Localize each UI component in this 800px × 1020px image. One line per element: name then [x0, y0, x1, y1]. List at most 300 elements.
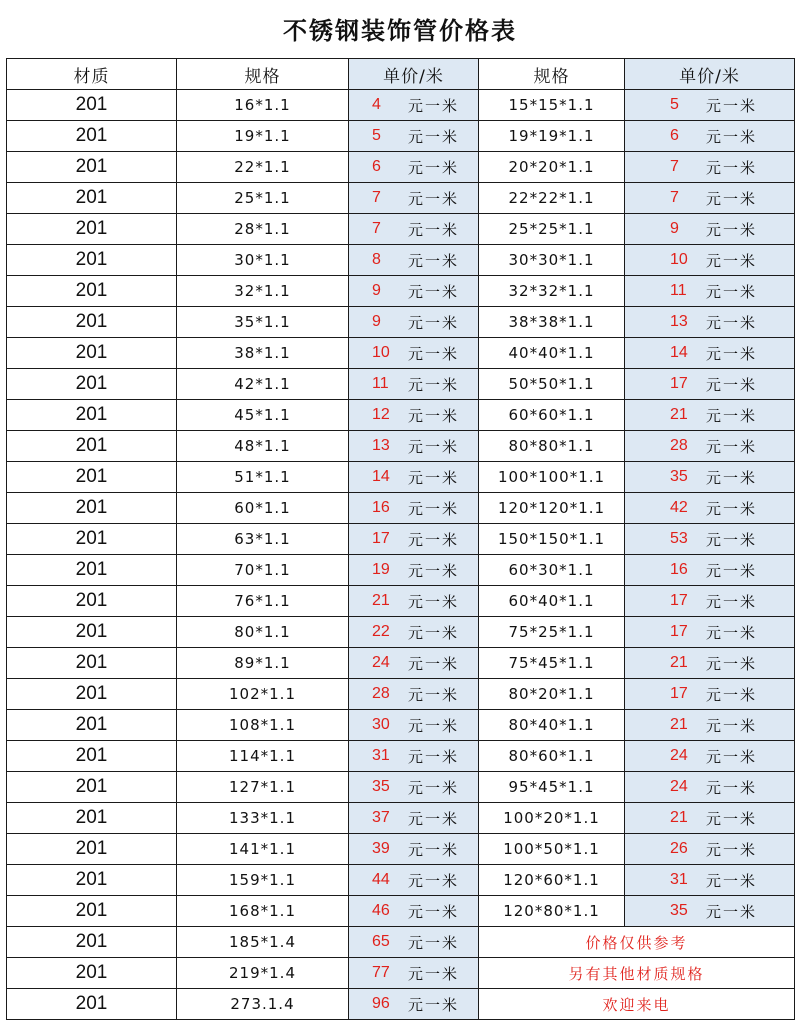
- price-value: 9: [372, 313, 381, 330]
- price-value: 13: [670, 313, 688, 330]
- price-unit-label: 元一米: [706, 375, 758, 394]
- price-value: 46: [372, 902, 390, 919]
- spec-left-cell: 159*1.1: [177, 865, 349, 896]
- price-left-cell: [349, 927, 479, 958]
- price-unit-label: 元一米: [408, 499, 460, 518]
- material-cell: 201: [7, 121, 177, 152]
- spec-left-cell: 38*1.1: [177, 338, 349, 369]
- price-unit-label: 元一米: [706, 561, 758, 580]
- material-cell: 201: [7, 865, 177, 896]
- material-cell: 201: [7, 989, 177, 1020]
- price-unit-label: 元一米: [706, 840, 758, 859]
- table-row: [7, 183, 795, 214]
- price-left-cell: [349, 400, 479, 431]
- table-row: [7, 338, 795, 369]
- price-unit-label: 元一米: [408, 468, 460, 487]
- price-left-cell: [349, 90, 479, 121]
- table-row: [7, 648, 795, 679]
- price-value: 6: [670, 127, 679, 144]
- spec-left-cell: 42*1.1: [177, 369, 349, 400]
- price-unit-label: 元一米: [706, 437, 758, 456]
- spec-right-cell: 100*50*1.1: [479, 834, 625, 865]
- price-value: 17: [670, 592, 688, 609]
- price-value: 7: [670, 158, 679, 175]
- table-row: [7, 400, 795, 431]
- material-cell: 201: [7, 90, 177, 121]
- price-value: 35: [670, 468, 688, 485]
- spec-right-cell: 80*80*1.1: [479, 431, 625, 462]
- table-row: [7, 462, 795, 493]
- price-right-cell: [625, 710, 795, 741]
- price-unit-label: 元一米: [408, 282, 460, 301]
- price-right-cell: [625, 90, 795, 121]
- price-unit-label: 元一米: [706, 778, 758, 797]
- table-row: [7, 679, 795, 710]
- material-cell: 201: [7, 555, 177, 586]
- price-value: 77: [372, 964, 390, 981]
- spec-left-cell: 51*1.1: [177, 462, 349, 493]
- price-value: 7: [670, 189, 679, 206]
- price-unit-label: 元一米: [408, 933, 460, 952]
- spec-right-cell: 15*15*1.1: [479, 90, 625, 121]
- price-unit-label: 元一米: [408, 747, 460, 766]
- spec-right-cell: 150*150*1.1: [479, 524, 625, 555]
- material-cell: 201: [7, 183, 177, 214]
- price-right-cell: [625, 865, 795, 896]
- spec-left-cell: 32*1.1: [177, 276, 349, 307]
- spec-right-cell: 120*120*1.1: [479, 493, 625, 524]
- price-unit-label: 元一米: [408, 96, 460, 115]
- spec-right-cell: 60*60*1.1: [479, 400, 625, 431]
- note-cell: 欢迎来电: [479, 989, 795, 1020]
- price-value: 9: [372, 282, 381, 299]
- price-unit-label: 元一米: [706, 716, 758, 735]
- price-unit-label: 元一米: [706, 592, 758, 611]
- table-row: [7, 865, 795, 896]
- price-left-cell: [349, 524, 479, 555]
- price-unit-label: 元一米: [706, 127, 758, 146]
- price-right-cell: [625, 679, 795, 710]
- spec-right-cell: 100*100*1.1: [479, 462, 625, 493]
- price-value: 14: [670, 344, 688, 361]
- table-row: [7, 555, 795, 586]
- material-cell: 201: [7, 803, 177, 834]
- price-left-cell: [349, 183, 479, 214]
- material-cell: 201: [7, 369, 177, 400]
- price-unit-label: 元一米: [408, 840, 460, 859]
- price-left-cell: [349, 772, 479, 803]
- price-unit-label: 元一米: [408, 344, 460, 363]
- price-left-cell: [349, 121, 479, 152]
- table-row: [7, 989, 795, 1020]
- table-row: [7, 927, 795, 958]
- spec-left-cell: 80*1.1: [177, 617, 349, 648]
- price-right-cell: [625, 431, 795, 462]
- price-unit-label: 元一米: [706, 468, 758, 487]
- price-unit-label: 元一米: [408, 251, 460, 270]
- price-left-cell: [349, 648, 479, 679]
- material-cell: 201: [7, 214, 177, 245]
- spec-right-cell: 60*40*1.1: [479, 586, 625, 617]
- price-unit-label: 元一米: [706, 809, 758, 828]
- price-value: 24: [670, 778, 688, 795]
- spec-left-cell: 141*1.1: [177, 834, 349, 865]
- material-cell: 201: [7, 431, 177, 462]
- table-row: [7, 276, 795, 307]
- price-value: 17: [670, 623, 688, 640]
- price-value: 21: [670, 809, 688, 826]
- material-cell: 201: [7, 400, 177, 431]
- price-left-cell: [349, 679, 479, 710]
- material-cell: 201: [7, 307, 177, 338]
- price-value: 21: [670, 654, 688, 671]
- table-row: [7, 896, 795, 927]
- price-value: 35: [372, 778, 390, 795]
- price-right-cell: [625, 183, 795, 214]
- material-cell: 201: [7, 245, 177, 276]
- price-left-cell: [349, 431, 479, 462]
- spec-right-cell: 120*60*1.1: [479, 865, 625, 896]
- spec-left-cell: 114*1.1: [177, 741, 349, 772]
- price-value: 39: [372, 840, 390, 857]
- table-row: [7, 741, 795, 772]
- price-value: 24: [372, 654, 390, 671]
- price-value: 21: [670, 406, 688, 423]
- price-left-cell: [349, 152, 479, 183]
- price-right-cell: [625, 462, 795, 493]
- spec-right-cell: 22*22*1.1: [479, 183, 625, 214]
- price-unit-label: 元一米: [706, 499, 758, 518]
- price-unit-label: 元一米: [408, 375, 460, 394]
- spec-right-cell: 100*20*1.1: [479, 803, 625, 834]
- price-value: 4: [372, 96, 381, 113]
- price-right-cell: [625, 586, 795, 617]
- spec-right-cell: 40*40*1.1: [479, 338, 625, 369]
- spec-left-cell: 25*1.1: [177, 183, 349, 214]
- price-left-cell: [349, 586, 479, 617]
- price-value: 5: [372, 127, 381, 144]
- spec-right-cell: 20*20*1.1: [479, 152, 625, 183]
- material-cell: 201: [7, 586, 177, 617]
- material-cell: 201: [7, 896, 177, 927]
- price-right-cell: [625, 400, 795, 431]
- price-unit-label: 元一米: [408, 809, 460, 828]
- price-unit-label: 元一米: [706, 902, 758, 921]
- material-cell: 201: [7, 338, 177, 369]
- table-row: [7, 369, 795, 400]
- price-left-cell: [349, 245, 479, 276]
- spec-left-cell: 108*1.1: [177, 710, 349, 741]
- price-unit-label: 元一米: [408, 158, 460, 177]
- material-cell: 201: [7, 462, 177, 493]
- material-cell: 201: [7, 958, 177, 989]
- price-unit-label: 元一米: [408, 561, 460, 580]
- price-right-cell: [625, 741, 795, 772]
- material-cell: 201: [7, 834, 177, 865]
- price-value: 6: [372, 158, 381, 175]
- price-value: 65: [372, 933, 390, 950]
- spec-left-cell: 19*1.1: [177, 121, 349, 152]
- price-right-cell: [625, 369, 795, 400]
- price-right-cell: [625, 834, 795, 865]
- spec-left-cell: 70*1.1: [177, 555, 349, 586]
- spec-right-cell: 25*25*1.1: [479, 214, 625, 245]
- material-cell: 201: [7, 276, 177, 307]
- price-unit-label: 元一米: [408, 623, 460, 642]
- price-value: 28: [670, 437, 688, 454]
- material-cell: 201: [7, 524, 177, 555]
- table-row: [7, 958, 795, 989]
- material-cell: 201: [7, 648, 177, 679]
- price-left-cell: [349, 803, 479, 834]
- price-unit-label: 元一米: [408, 127, 460, 146]
- spec-left-cell: 30*1.1: [177, 245, 349, 276]
- price-left-cell: [349, 493, 479, 524]
- spec-left-cell: 45*1.1: [177, 400, 349, 431]
- spec-right-cell: 19*19*1.1: [479, 121, 625, 152]
- price-left-cell: [349, 834, 479, 865]
- price-right-cell: [625, 617, 795, 648]
- price-unit-label: 元一米: [706, 344, 758, 363]
- price-unit-label: 元一米: [408, 778, 460, 797]
- price-table: [6, 58, 795, 1020]
- price-left-cell: [349, 896, 479, 927]
- price-right-cell: [625, 276, 795, 307]
- price-value: 9: [670, 220, 679, 237]
- price-unit-label: 元一米: [706, 530, 758, 549]
- price-unit-label: 元一米: [706, 623, 758, 642]
- price-unit-label: 元一米: [706, 685, 758, 704]
- spec-left-cell: 273.1.4: [177, 989, 349, 1020]
- price-unit-label: 元一米: [408, 964, 460, 983]
- price-left-cell: [349, 741, 479, 772]
- price-right-cell: [625, 245, 795, 276]
- price-unit-label: 元一米: [408, 189, 460, 208]
- price-unit-label: 元一米: [706, 220, 758, 239]
- price-value: 14: [372, 468, 390, 485]
- price-value: 37: [372, 809, 390, 826]
- price-value: 10: [670, 251, 688, 268]
- price-value: 31: [670, 871, 688, 888]
- price-value: 21: [372, 592, 390, 609]
- table-row: [7, 245, 795, 276]
- price-value: 44: [372, 871, 390, 888]
- table-row: [7, 524, 795, 555]
- table-row: [7, 803, 795, 834]
- material-cell: 201: [7, 679, 177, 710]
- price-value: 7: [372, 220, 381, 237]
- header-spec-right: 规格: [479, 59, 625, 90]
- price-unit-label: 元一米: [408, 716, 460, 735]
- spec-right-cell: 80*20*1.1: [479, 679, 625, 710]
- price-right-cell: [625, 524, 795, 555]
- price-left-cell: [349, 989, 479, 1020]
- price-value: 19: [372, 561, 390, 578]
- price-unit-label: 元一米: [408, 654, 460, 673]
- material-cell: 201: [7, 741, 177, 772]
- table-row: [7, 121, 795, 152]
- material-cell: 201: [7, 927, 177, 958]
- material-cell: 201: [7, 152, 177, 183]
- price-value: 42: [670, 499, 688, 516]
- price-value: 28: [372, 685, 390, 702]
- price-left-cell: [349, 462, 479, 493]
- table-row: [7, 493, 795, 524]
- price-value: 24: [670, 747, 688, 764]
- table-row: [7, 152, 795, 183]
- price-left-cell: [349, 307, 479, 338]
- spec-left-cell: 185*1.4: [177, 927, 349, 958]
- page-title: 不锈钢装饰管价格表: [283, 17, 517, 45]
- price-unit-label: 元一米: [408, 437, 460, 456]
- price-unit-label: 元一米: [408, 902, 460, 921]
- spec-left-cell: 219*1.4: [177, 958, 349, 989]
- price-left-cell: [349, 338, 479, 369]
- spec-right-cell: 95*45*1.1: [479, 772, 625, 803]
- price-value: 8: [372, 251, 381, 268]
- price-unit-label: 元一米: [408, 685, 460, 704]
- price-value: 30: [372, 716, 390, 733]
- price-right-cell: [625, 803, 795, 834]
- header-material: 材质: [7, 59, 177, 90]
- table-row: [7, 834, 795, 865]
- header-price-right: 单价/米: [625, 59, 795, 90]
- price-value: 7: [372, 189, 381, 206]
- table-header-row: [7, 59, 795, 90]
- price-unit-label: 元一米: [706, 189, 758, 208]
- price-right-cell: [625, 152, 795, 183]
- spec-right-cell: 30*30*1.1: [479, 245, 625, 276]
- spec-right-cell: 80*40*1.1: [479, 710, 625, 741]
- price-unit-label: 元一米: [706, 654, 758, 673]
- spec-right-cell: 50*50*1.1: [479, 369, 625, 400]
- price-right-cell: [625, 493, 795, 524]
- price-right-cell: [625, 772, 795, 803]
- price-value: 53: [670, 530, 688, 547]
- price-value: 13: [372, 437, 390, 454]
- header-price-left: 单价/米: [349, 59, 479, 90]
- price-unit-label: 元一米: [706, 406, 758, 425]
- spec-left-cell: 22*1.1: [177, 152, 349, 183]
- spec-left-cell: 168*1.1: [177, 896, 349, 927]
- price-right-cell: [625, 307, 795, 338]
- price-right-cell: [625, 555, 795, 586]
- price-value: 11: [372, 375, 389, 392]
- table-row: [7, 431, 795, 462]
- spec-right-cell: 60*30*1.1: [479, 555, 625, 586]
- table-row: [7, 307, 795, 338]
- header-spec-left: 规格: [177, 59, 349, 90]
- price-unit-label: 元一米: [408, 313, 460, 332]
- price-value: 12: [372, 406, 390, 423]
- spec-left-cell: 60*1.1: [177, 493, 349, 524]
- table-row: [7, 214, 795, 245]
- spec-left-cell: 63*1.1: [177, 524, 349, 555]
- table-row: [7, 90, 795, 121]
- spec-left-cell: 89*1.1: [177, 648, 349, 679]
- price-unit-label: 元一米: [706, 282, 758, 301]
- price-left-cell: [349, 369, 479, 400]
- price-left-cell: [349, 958, 479, 989]
- price-left-cell: [349, 214, 479, 245]
- price-left-cell: [349, 617, 479, 648]
- price-value: 16: [670, 561, 688, 578]
- price-value: 35: [670, 902, 688, 919]
- price-unit-label: 元一米: [408, 406, 460, 425]
- price-left-cell: [349, 710, 479, 741]
- price-right-cell: [625, 214, 795, 245]
- spec-right-cell: 75*45*1.1: [479, 648, 625, 679]
- price-right-cell: [625, 896, 795, 927]
- spec-left-cell: 48*1.1: [177, 431, 349, 462]
- price-value: 17: [670, 685, 688, 702]
- table-row: [7, 710, 795, 741]
- spec-left-cell: 76*1.1: [177, 586, 349, 617]
- price-value: 96: [372, 995, 390, 1012]
- spec-right-cell: 38*38*1.1: [479, 307, 625, 338]
- price-unit-label: 元一米: [408, 220, 460, 239]
- material-cell: 201: [7, 710, 177, 741]
- price-value: 16: [372, 499, 390, 516]
- note-cell: 另有其他材质规格: [479, 958, 795, 989]
- price-value: 5: [670, 96, 679, 113]
- spec-right-cell: 120*80*1.1: [479, 896, 625, 927]
- price-left-cell: [349, 555, 479, 586]
- spec-right-cell: 75*25*1.1: [479, 617, 625, 648]
- price-right-cell: [625, 121, 795, 152]
- material-cell: 201: [7, 772, 177, 803]
- price-right-cell: [625, 338, 795, 369]
- price-unit-label: 元一米: [706, 251, 758, 270]
- table-row: [7, 586, 795, 617]
- price-unit-label: 元一米: [408, 995, 460, 1014]
- price-left-cell: [349, 276, 479, 307]
- spec-right-cell: 80*60*1.1: [479, 741, 625, 772]
- price-value: 17: [372, 530, 390, 547]
- table-body: [7, 90, 795, 1020]
- spec-left-cell: 35*1.1: [177, 307, 349, 338]
- spec-left-cell: 127*1.1: [177, 772, 349, 803]
- spec-left-cell: 28*1.1: [177, 214, 349, 245]
- spec-left-cell: 102*1.1: [177, 679, 349, 710]
- price-unit-label: 元一米: [706, 747, 758, 766]
- price-unit-label: 元一米: [706, 313, 758, 332]
- price-value: 31: [372, 747, 390, 764]
- price-unit-label: 元一米: [706, 158, 758, 177]
- price-unit-label: 元一米: [408, 592, 460, 611]
- price-value: 26: [670, 840, 688, 857]
- price-value: 17: [670, 375, 688, 392]
- spec-right-cell: 32*32*1.1: [479, 276, 625, 307]
- material-cell: 201: [7, 493, 177, 524]
- price-left-cell: [349, 865, 479, 896]
- price-value: 11: [670, 282, 687, 299]
- spec-left-cell: 133*1.1: [177, 803, 349, 834]
- price-unit-label: 元一米: [706, 96, 758, 115]
- table-row: [7, 772, 795, 803]
- price-value: 10: [372, 344, 390, 361]
- material-cell: 201: [7, 617, 177, 648]
- price-value: 22: [372, 623, 390, 640]
- note-cell: 价格仅供参考: [479, 927, 795, 958]
- price-unit-label: 元一米: [706, 871, 758, 890]
- price-right-cell: [625, 648, 795, 679]
- spec-left-cell: 16*1.1: [177, 90, 349, 121]
- price-value: 21: [670, 716, 688, 733]
- price-unit-label: 元一米: [408, 871, 460, 890]
- table-row: [7, 617, 795, 648]
- price-unit-label: 元一米: [408, 530, 460, 549]
